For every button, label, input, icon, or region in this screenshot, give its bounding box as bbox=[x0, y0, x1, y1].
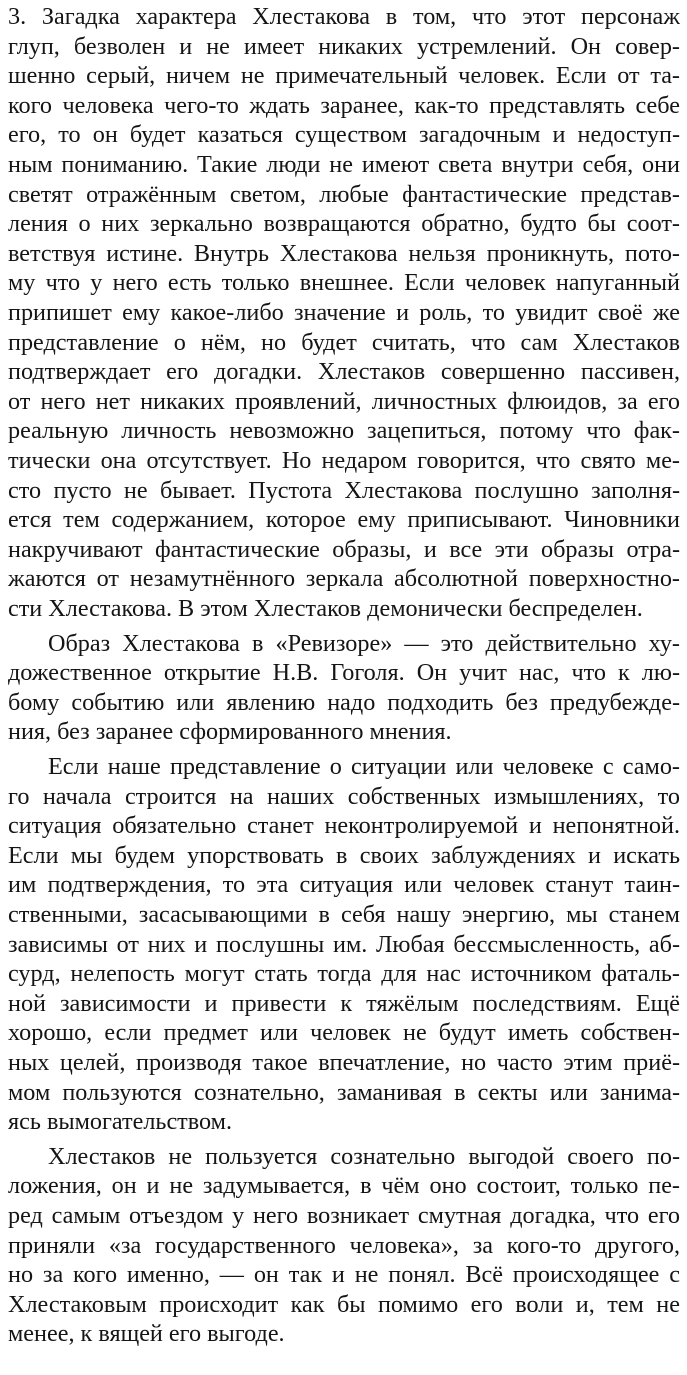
text-line: Хлестаков не пользуется сознательно выгодой своего по- bbox=[48, 1142, 680, 1170]
text-line: сти Хлестакова. В этом Хлестаков демонически беспределен. bbox=[8, 595, 643, 622]
text-line: бому событию или явлению надо подходить без предубежде- bbox=[8, 688, 680, 716]
text-line: ления о них зеркально возвращаются обратно, будто бы соот- bbox=[8, 210, 680, 238]
text-line: хорошо, если предмет или человек не будут иметь собствен- bbox=[8, 1019, 680, 1047]
text-line: ственными, засасывающими в себя нашу энергию, мы станем bbox=[8, 901, 680, 928]
text-line: им подтверждения, то эта ситуация или человек станут таин- bbox=[8, 871, 680, 899]
text-line: ясь вымогательством. bbox=[8, 1108, 232, 1136]
text-line: зависимы от них и послушны им. Любая бессмысленность, аб- bbox=[8, 930, 680, 958]
text-line: 3. Загадка характера Хлестакова в том, что этот персонаж bbox=[8, 3, 680, 30]
text-line: приняли «за государственного человека», за кого-то другого, bbox=[8, 1231, 680, 1259]
text-line: ложения, он и не задумывается, в чём оно состоит, только пе- bbox=[8, 1172, 680, 1200]
text-line: припишет ему какое-либо значение и роль, то увидит своё же bbox=[8, 299, 680, 326]
text-line: ситуация обязательно станет неконтролируемой и непонятной. bbox=[8, 812, 680, 840]
text-line: Образ Хлестакова в «Ревизоре» — это действительно ху- bbox=[48, 629, 680, 657]
text-line: ред самым отъездом у него возникает смутная догадка, что его bbox=[8, 1202, 680, 1229]
text-line: дожественное открытие Н.В. Гоголя. Он учит нас, что к лю- bbox=[8, 659, 680, 687]
text-line: сурд, нелепость могут стать тогда для нас источником фаталь- bbox=[8, 960, 680, 988]
text-line: ветствуя истине. Внутрь Хлестакова нельзя проникнуть, пото- bbox=[8, 239, 680, 267]
text-line: ным пониманию. Такие люди не имеют света внутри себя, они bbox=[8, 151, 680, 178]
text-line: реальную личность невозможно зацепиться, потому что фак- bbox=[8, 417, 680, 445]
text-line: кого человека чего-то ждать заранее, как-то представлять себе bbox=[8, 91, 680, 119]
text-line: сто пусто не бывает. Пустота Хлестакова послушно заполня- bbox=[8, 476, 680, 504]
text-line: накручивают фантастические образы, и все эти образы отра- bbox=[8, 535, 680, 563]
text-line: светят отражённым светом, любые фантастические представ- bbox=[8, 180, 680, 208]
text-line: подтверждает его догадки. Хлестаков совершенно пассивен, bbox=[8, 358, 680, 386]
text-line: ется тем содержанием, которое ему приписывают. Чиновники bbox=[8, 506, 680, 534]
text-line: Хлестаковым происходит как бы помимо его воли и, тем не bbox=[8, 1290, 680, 1318]
text-line: его, то он будет казаться существом загадочным и недоступ- bbox=[8, 121, 680, 149]
text-line: тически она отсутствует. Но недаром говорится, что свято ме- bbox=[8, 447, 680, 474]
text-line: жаются от незамутнённого зеркала абсолютной поверхностно- bbox=[8, 565, 680, 593]
text-line: ной зависимости и привести к тяжёлым последствиям. Ещё bbox=[8, 989, 680, 1017]
text-line: ных целей, производя такое впечатление, но часто этим приё- bbox=[8, 1049, 680, 1076]
text-line: представление о нём, но будет считать, что сам Хлестаков bbox=[8, 328, 680, 356]
text-line: шенно серый, ничем не примечательный человек. Если от та- bbox=[8, 62, 680, 90]
text-line: ния, без заранее сформированного мнения. bbox=[8, 718, 452, 746]
text-line: мом пользуются сознательно, заманивая в секты или занима- bbox=[8, 1078, 680, 1106]
text-line: от него нет никаких проявлений, личностных флюидов, за его bbox=[8, 387, 680, 415]
text-line: Если мы будем упорствовать в своих заблуждениях и искать bbox=[8, 841, 680, 869]
text-line: менее, к вящей его выгоде. bbox=[8, 1320, 285, 1348]
text-line: но за кого именно, — он так и не понял. Всё происходящее с bbox=[8, 1261, 680, 1289]
text-line: му что у него есть только внешнее. Если человек напуганный bbox=[8, 269, 680, 297]
text-line: Если наше представление о ситуации или человеке с само- bbox=[48, 753, 680, 780]
text-line: глуп, безволен и не имеет никаких устремлений. Он совер- bbox=[8, 32, 680, 60]
text-line: го начала строится на наших собственных измышлениях, то bbox=[8, 782, 680, 810]
